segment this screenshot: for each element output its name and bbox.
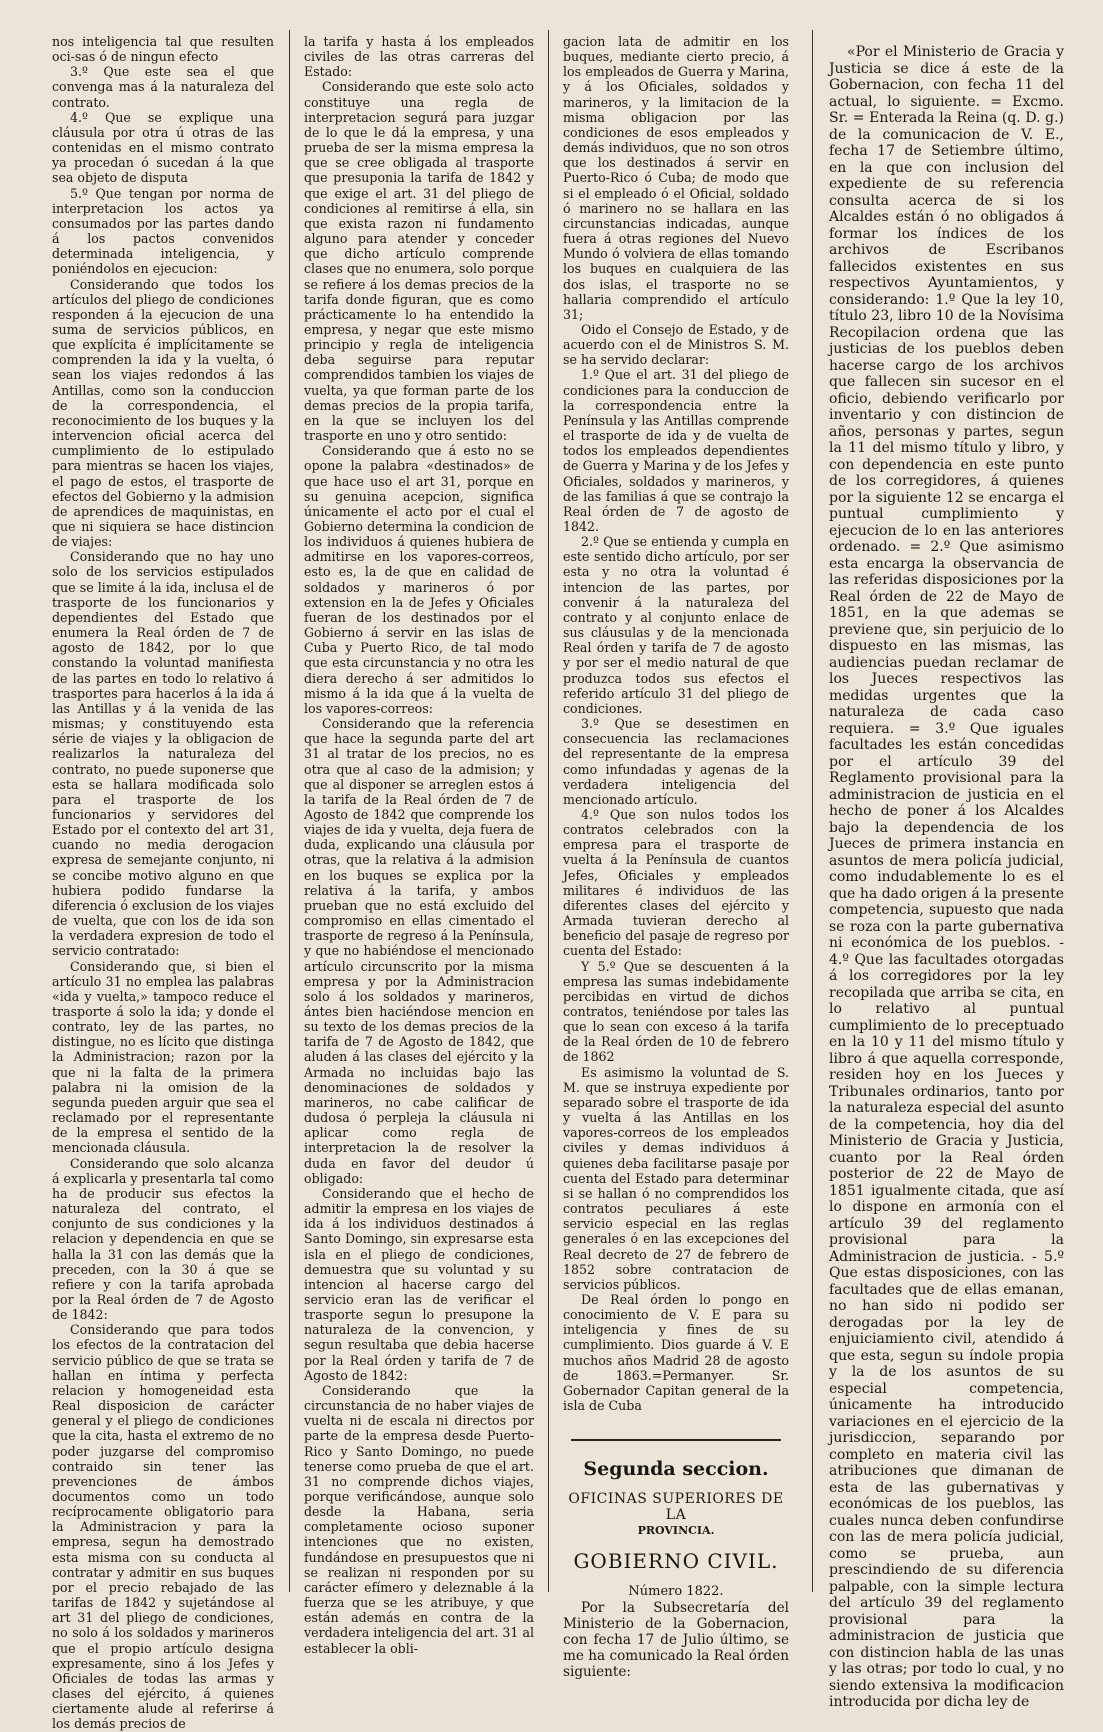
province-heading: PROVINCIA. — [637, 1524, 715, 1538]
paragraph: gacion lata de admitir en los buques, mediante cierto precio, á los empleados de Guerra y Marina, y á los Oficiales, soldados y marineros, y la limitacion de la misma obligacion por las condiciones de esos empleados y demás individuos, que no son otros que los destinados á servir en Puerto-Rico ó Cuba; de modo que si el empleado ó el Oficial, soldado ó marinero no se hallara en las circunstancias indicadas, aunque fuera á otras regiones del Nuevo Mundo ó volviera de ellas tomando los buques en cualquiera de las dos islas, el trasporte no se hallaria comprendido el artículo 31; — [563, 34, 789, 322]
document-number: Número 1822. — [628, 1584, 724, 1600]
paragraph: Considerando que solo alcanza á explicarla y presentarla tal como ha de producir sus efectos la naturaleza del contrato, el conjunto de sus condiciones y la relacion y dependencia en que se halla la 31 con las demás que la preceden, con la 30 á que se refiere y con la tarifa aprobada por la Real órden de 7 de Agosto de 1842: — [52, 1155, 274, 1323]
text-column-2 — [304, 34, 534, 1656]
government-heading: GOBIERNO CIVIL. — [573, 1549, 779, 1574]
paragraph: 2.º Que se entienda y cumpla en este sentido dicho artículo, por ser esta y no otra la voluntad é intencion de las partes, por convenir á la naturaleza del contrato y al conjunto enlace de sus cláusulas y de la mencionada Real órden y tarifa de 7 de agosto y por ser el medio natural de que produzca todos sus efectos el referido artículo 31 del pliego de condiciones. — [563, 534, 789, 716]
paragraph: Y 5.º Que se descuenten á la empresa las sumas indebidamente percibidas en virtud de dichos contratos, teniéndose por tales las que lo sean con exceso á la tarifa de la Real órden de 10 de febrero de 1862 — [563, 958, 789, 1065]
text-column-4 — [829, 44, 1064, 1710]
paragraph: Considerando que todos los artículos del pliego de condiciones responden á la ejecucion de una suma de servicios públicos, en que explícita é implícitamente se comprenden la ida y la vuelta, ó sean los viajes redondos á las Antillas, como son la conduccion de la correspondencia, el reconocimiento de los buques y la intervencion oficial acerca del cumplimiento de lo estipulado para mientras se hacen los viajes, el pago de estos, el trasporte de efectos del Gobierno y la admision de aprendices de maquinistas, en que ni siquiera se hace distincion de viajes: — [52, 276, 274, 550]
paragraph: 4.º Que se explique una cláusula por otra ú otras de las contenidas en el mismo contrato ya procedan ó sucedan á la que sea objeto de disputa — [52, 109, 274, 186]
paragraph: Considerando que para todos los efectos de la contratacion del servicio público de que se trata se hallan en íntima y perfecta relacion y homogeneidad esta Real disposicion de carácter general y el pliego de condiciones que la cita, hasta el extremo de no poder juzgarse del compromiso contraido sin tener las prevenciones de ámbos documentos como un todo recíprocamente obligatorio para la Administracion y para la empresa, segun ha demostrado esta misma con su conducta al contratar y admitir en sus buques por el precio rebajado de las tarifas de 1842 y sujetándose al art 31 del pliego de condiciones, no solo á los soldados y marineros que el propio artículo designa expresamente, sino á los Jefes y Oficiales de todas las armas y clases del ejército, á quienes ciertamente alude al referirse á los demás precios de — [52, 1322, 274, 1732]
paragraph: Considerando que el hecho de admitir la empresa en los viajes de ida á los individuos destinados á Santo Domingo, sin expresarse esta isla en el pliego de condiciones, demuestra que su voluntad y su intencion al hacerse cargo del servicio eran las de verificar el trasporte segun lo presupone la naturaleza de la convencion, y segun resultaba que debia hacerse por la Real órden y tarifa de 7 de Agosto de 1842: — [304, 1185, 534, 1383]
column-rule — [289, 30, 290, 1592]
paragraph: Considerando que á esto no se opone la palabra «destinados» de que hace uso el art 31, porque en su genuina acepcion, significa únicamente el acto por el cual el Gobierno determina la condicion de los individuos á quienes hubiera de admitirse en los vapores-correos, esto es, la de que en calidad de soldados y marineros ó por extension en la de Jefes y Oficiales fueran de los destinados por el Gobierno á servir en las islas de Cuba y Puerto Rico, de tal modo que esta circunstancia y no otra les diera derecho á ser admitidos lo mismo á la ida que á la vuelta de los vapores-correos: — [304, 443, 534, 716]
paragraph: nos inteligencia tal que resulten oci-sas ó de ningun efecto — [52, 34, 274, 65]
paragraph: Oido el Consejo de Estado, y de acuerdo con el de Ministros S. M. se ha servido declarar: — [563, 321, 789, 368]
paragraph: Es asimismo la voluntad de S. M. que se instruya expediente por separado sobre el trasporte de ida y vuelta á las Antillas en los vapores-correos de los empleados civiles y demas individuos á quienes deba facilitarse pasaje por cuenta del Estado para determinar si se hallan ó no comprendidos los contratos peculiares á este servicio especial en las reglas generales ó en las excepciones del Real decreto de 27 de febrero de 1852 sobre contratacion de servicios públicos. — [563, 1064, 789, 1292]
paragraph: «Por el Ministerio de Gracia y Justicia se dice á este de la Gobernacion, con fecha 11 del actual, lo siguiente. = Excmo. Sr. = Enterada la Reina (q. D. g.) de la comunicacion de V. E., fecha 17 de Setiembre último, en la que con inclusion del expediente de su referencia consulta acerca de si los Alcaldes están ó no obligados á formar los índices de los archivos de Escribanos fallecidos existentes en sus respectivos Ayuntamientos, y considerando: 1.º Que la ley 10, título 23, libro 10 de la Novísima Recopilacion ordena que las justicias de los pueblos deben hacerse cargo de los archivos que fallecen sin sucesor en el oficio, debiendo verificarlo por inventario y con distincion de años, personas y partes, segun la 11 del mismo título y libro, y con dependencia en este punto de los corregidores, á quienes por la siguiente 12 se encarga el puntual cumplimiento y ejecucion de lo en las anteriores ordenado. = 2.º Que asimismo esta encarga la observancia de las referidas disposiciones por la Real órden de 22 de Mayo de 1851, en la que ademas se previene que, sin perjuicio de lo dispuesto en las mismas, las audiencias puedan reclamar de los Jueces respectivos las medidas urgentes que la naturaleza de cada caso requiera. = 3.º Que iguales facultades les están concedidas por el artículo 39 del Reglamento provisional para la administracion de justicia en el hecho de poner á los Alcaldes bajo la dependencia de los Jueces de primera instancia en asuntos de mera policía judicial, como indudablemente lo es el que ha dado origen á la presente competencia, supuesto que nada se roza con la parte gubernativa ni económica de los pueblos. - 4.º Que las facultades otorgadas á los corregidores por la ley recopilada que arriba se cita, en lo relativo al puntual cumplimiento de lo preceptuado en la 10 y 11 del mismo título y libro á que aquella corresponde, residen hoy en los Jueces y Tribunales ordinarios, tanto por la naturaleza especial del asunto de la competencia, hoy dia del Ministerio de Gracia y Justicia, cuanto por la Real órden posterior de 22 de Mayo de 1851 igualmente citada, que así lo dispone en armonía con el artículo 39 del reglamento provisional para la Administracion de justicia. - 5.º Que estas disposiciones, con las facultades que de ellas emanan, no han sido ni podido ser derogadas por la ley de enjuiciamiento civil, atendido á que esta, segun su índole propia y la de los asuntos de su especial competencia, únicamente ha introducido variaciones en el ejercicio de la jurisdiccion, separando por completo en materia civil las atribuciones que dimanan de esta de las gubernativas y económicas de los pueblos, las cuales nunca deben confundirse con las de mera policía judicial, como se prueba, aun prescindiendo de su diferencia palpable, con la simple lectura del artículo 39 del reglamento provisional para la administracion de justicia que con distincion habla de las unas y las otras; por todo lo cual, y no siendo extensiva la modificacion introducida por dicha ley de — [829, 44, 1064, 1710]
paragraph: 5.º Que tengan por norma de interpretacion los actos ya consumados por las partes dando á los pactos convenidos determinada inteligencia, y poniéndolos en ejecucion: — [52, 185, 274, 277]
paragraph: Por la Subsecretaría del Ministerio de la Gobernacion, con fecha 17 de Julio último, se me ha comunicado la Real órden siguiente: — [563, 1599, 789, 1681]
text-column-1 — [52, 34, 274, 1732]
section-title: Segunda seccion. — [583, 1458, 769, 1481]
section-divider — [571, 1439, 781, 1441]
paragraph: De Real órden lo pongo en conocimiento de V. E para su inteligencia y fines de su cumplimiento. Dios guarde á V. E muchos años Madrid 28 de agosto de 1863.=Permanyer. Sr. Gobernador Capitan general de la isla de Cuba — [563, 1291, 789, 1414]
paragraph: Considerando que este solo acto constituye una regla de interpretacion segurá para juzgar de lo que le dá la empresa, y una prueba de ser la misma empresa la que se cree obligada al trasporte que presuponia la tarifa de 1842 y que exige el art. 31 del pliego de condiciones al remitirse á ella, sin que exista razon ni fundamento alguno para atender y conceder que dicho artículo comprende clases que no enumera, solo porque se refiere á los demas precios de la tarifa donde figuran, que es como prácticamente lo ha entendido la empresa, y negar que este mismo principio y regla de inteligencia deba seguirse para reputar comprendidos tambien los viajes de vuelta, ya que forman parte de los demas precios de la propia tarifa, en la que se incluyen los del trasporte en uno y otro sentido: — [304, 79, 534, 444]
paragraph: 4.º Que son nulos todos los contratos celebrados con la empresa para el trasporte de vuelta á la Península de cuantos Jefes, Oficiales y empleados militares é individuos de las diferentes clases del ejército y Armada tuvieran derecho al beneficio del pasaje de regreso por cuenta del Estado: — [563, 806, 789, 959]
paragraph: la tarifa y hasta á los empleados civiles de las otras carreras del Estado: — [304, 34, 534, 80]
column-rule — [812, 30, 813, 1592]
paragraph: Considerando que la circunstancia de no haber viajes de vuelta ni de escala ni directos por parte de la empresa desde Puerto-Rico y Santo Domingo, no puede tenerse como prueba de que el art. 31 no comprende dichos viajes, porque verificándose, aunque solo desde la Habana, seria completamente ocioso suponer intenciones que no existen, fundándose en presupuestos que ni se realizan ni responden por su carácter efímero y deleznable á la fuerza que se les atribuye, y que están además en contra de la verdadera inteligencia del art. 31 al establecer la obli- — [304, 1382, 534, 1656]
paragraph: 3.º Que se desestimen en consecuencia las reclamaciones del representante de la empresa como infundadas y agenas de la verdadera inteligencia del mencionado artículo. — [563, 716, 789, 807]
paragraph: 1.º Que el art. 31 del pliego de condiciones para la conduccion de la correspondencia entre la Península y las Antillas comprende el trasporte de ida y de vuelta de todos los empleados dependientes de Guerra y Marina y de los Jefes y Oficiales, soldados y marineros, y de las familias á que se contrajo la Real órden de 7 de agosto de 1842. — [563, 367, 789, 534]
paragraph: 3.º Que este sea el que convenga mas á la naturaleza del contrato. — [52, 64, 274, 110]
paragraph: Considerando que no hay uno solo de los servicios estipulados que se limite á la ida, inclusa el de trasporte de los funcionarios y dependientes del Estado que enumera la Real órden de 7 de agosto de 1842, por lo que constando la voluntad manifiesta de las partes en todo lo relativo á trasportes para hacerlos á la ida á las Antillas y á la venida de las mismas; y constituyendo esta série de viajes y la obligacion de realizarlos la naturaleza del contrato, no puede suponerse que esta se hallara modificada solo para el trasporte de los funcionarios y servidores del Estado por el contexto del art 31, cuando no media derogacion expresa de semejante conjunto, ni se concibe motivo alguno en que hubiera podido fundarse la diferencia ó exclusion de los viajes de vuelta, que con los de ida son la verdadera expresion de todo el servicio contratado: — [52, 549, 274, 959]
paragraph: Considerando que, si bien el artículo 31 no emplea las palabras «ida y vuelta,» tampoco reduce el trasporte á solo la ida; y donde el contrato, ley de las partes, no distingue, no es lícito que distinga la Administracion; razon por la que ni la falta de la primera palabra ni la omision de la segunda pueden arguir que sea el reclamado por el representante de la empresa el sentido de la mencionada cláusula. — [52, 958, 274, 1156]
text-column-3 — [563, 34, 789, 1681]
paragraph: Considerando que la referencia que hace la segunda parte del art 31 al tratar de los precios, no es otra que al caso de la admision; y que al disponer se arreglen estos á la tarifa de la Real órden de 7 de Agosto de 1842 que comprende los viajes de ida y vuelta, deja fuera de duda, explicando una cláusula por otras, que la relativa á la admision en los buques se explica por la relativa á la tarifa, y ambos prueban que no está excluido del compromiso en ellas cimentado el trasporte de regreso á la Península, y que no habiéndose el mencionado artículo circunscrito por la misma empresa y por la Administracion solo á los soldados y marineros, ántes bien haciéndose mencion en su texto de los demas precios de la tarifa de 7 de Agosto de 1842, que aluden á las clases del ejército y la Armada no incluidas bajo las denominaciones de soldados y marineros, no cabe calificar de dudosa ó perpleja la cláusula ni aplicar como regla de interpretacion la de resolver la duda en favor del deudor ú obligado: — [304, 716, 534, 1186]
column-rule — [548, 30, 549, 1592]
office-heading: OFICINAS SUPERIORES DE LA — [568, 1491, 784, 1524]
